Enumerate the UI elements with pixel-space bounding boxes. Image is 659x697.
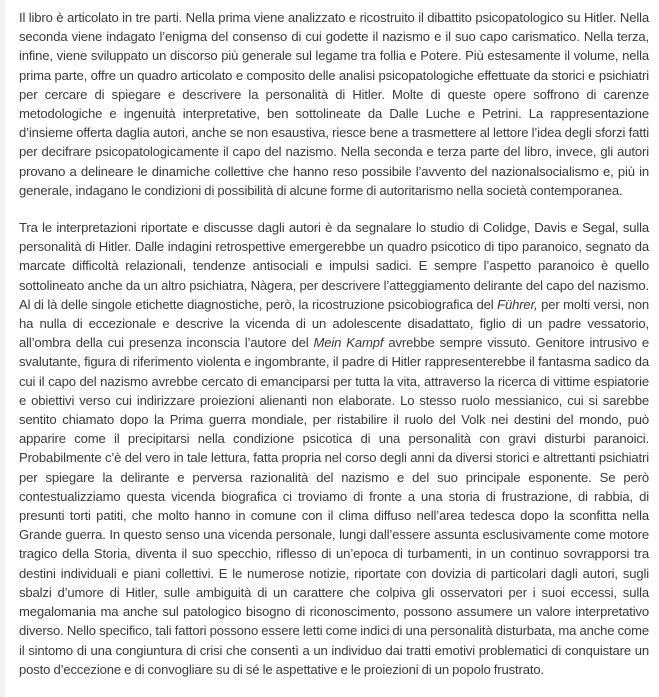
paragraph-text: Il libro è articolato in tre parti. Nella prima viene analizzato e ricostruito il dibattito psicopatologico su Hitler. Nella seconda viene indagato l’enigma del consenso di cui godette il nazismo e il suo capo carismatico. Nella terza, infine, viene sviluppato un discorso più generale sul legame tra follia e Potere. Più estesamente il volume, nella prima parte, offre un quadro articolato e composito delle analisi psicopatologiche effettuate da storici e psichiatri per cercare di spiegare e descrivere la personalità di Hitler. Molte di queste opere soffrono di carenze metodologiche e ingenuità interpretative, ben sottolineate da Dalle Luche e Petrini. La rappresentazione d’insieme offerta daglia autori, anche se non esaustiva, riesce bene a trasmettere al lettore l’idea degli sforzi fatti per decifrare psicopatologicamente il capo del nazismo. Nella seconda e terza parte del libro, invece, gli autori provano a delineare le dinamiche collettive che hanno reso possibile l’avvento del nazionalsocialismo e, più in generale, indagano le condizioni di possibilità di alcune forme di autoritarismo nella società contemporanea. (19, 10, 649, 198)
page-margin-strip (0, 0, 5, 697)
paragraph-text: avrebbe sempre vissuto. Genitore intrusivo e svalutante, figura di riferimento violenta e ingombrante, il padre di Hitler rappresenterebbe il fantasma sadico da cui il capo del nazismo avrebbe cercato di emanciparsi per tutta la vita, attraverso la ricerca di vittime espiatorie e obiettivi verso cui indirizzare proiezioni alienanti non elaborate. Lo stesso ruolo messianico, cui si sarebbe sentito chiamato dopo la Prima guerra mondiale, per ristabilire il ruolo del Volk nei destini del mondo, può apparire come il precipitarsi nella condizione psicotica di una personalità con gravi disturbi paranoici. Probabilmente c’è del vero in tale lettura, fatta propria nel corso degli anni da diversi storici e altrettanti psichiatri per spiegare la delirante e perversa razionalità del nazismo e del suo principale esponente. Se però contestualizziamo questa vicenda biografica ci troviamo di fronte a una storia di frustrazione, di rabbia, di presunti torti patiti, che molto hanno in comune con il clima diffuso nell’area tedesca dopo la sconfitta nella Grande guerra. In questo senso una vicenda personale, lungi dall’essere assunta esclusivamente come motore tragico della Storia, diventa il suo specchio, riflesso di un’epoca di turbamenti, in un continuo sovrapporsi tra destini individuali e piani collettivi. E le numerose notizie, riportate con dovizia di particolari dagli autori, sugli sbalzi d’umore di Hitler, sulle ambiguità di un carattere che colpiva gli osservatori per i suoi eccessi, sulla megalomania ma anche sul patologico bisogno di riconoscimento, possono assumere un valore interpretativo diverso. Nello specifico, tali fattori possono essere letti come indici di una personalità disturbata, ma anche come il sintomo di una congiuntura di crisi che consentì a un individuo dai tratti emotivi problematici di conquistare un posto d’eccezione e di convogliare su di sé le aspettative e le proiezioni di un popolo frustrato. (19, 335, 650, 677)
paragraph-interpretations (19, 218, 649, 679)
italic-title-mein-kampf: Mein Kampf (313, 335, 384, 351)
article-body (19, 8, 649, 697)
paragraph-text: per molti versi, non ha nulla di eccezionale e descrive la vicenda di un adolescente disadattato, figlio di un padre vessatorio, all’ombra della cui presenza inconscia l’autore del (19, 296, 649, 351)
paragraph-intro (19, 8, 649, 200)
italic-term-fuhrer: Führer, (497, 296, 538, 312)
paragraph-text: Tra le interpretazioni riportate e discusse dagli autori è da segnalare lo studio di Colidge, Davis e Segal, sulla personalità di Hitler. Dalle indagini retrospettive emergerebbe un quadro psicotico di tipo paranoico, segnato da marcate difficoltà relazionali, tendenze antisociali e impulsi sadici. E sempre l’aspetto paranoico è quello sottolineato anche da un altro psichiatra, Nàgera, per descrivere l’atteggiamento delirante del capo del nazismo. Al di là delle singole etichette diagnostiche, però, la ricostruzione psicobiografica del (19, 220, 649, 312)
